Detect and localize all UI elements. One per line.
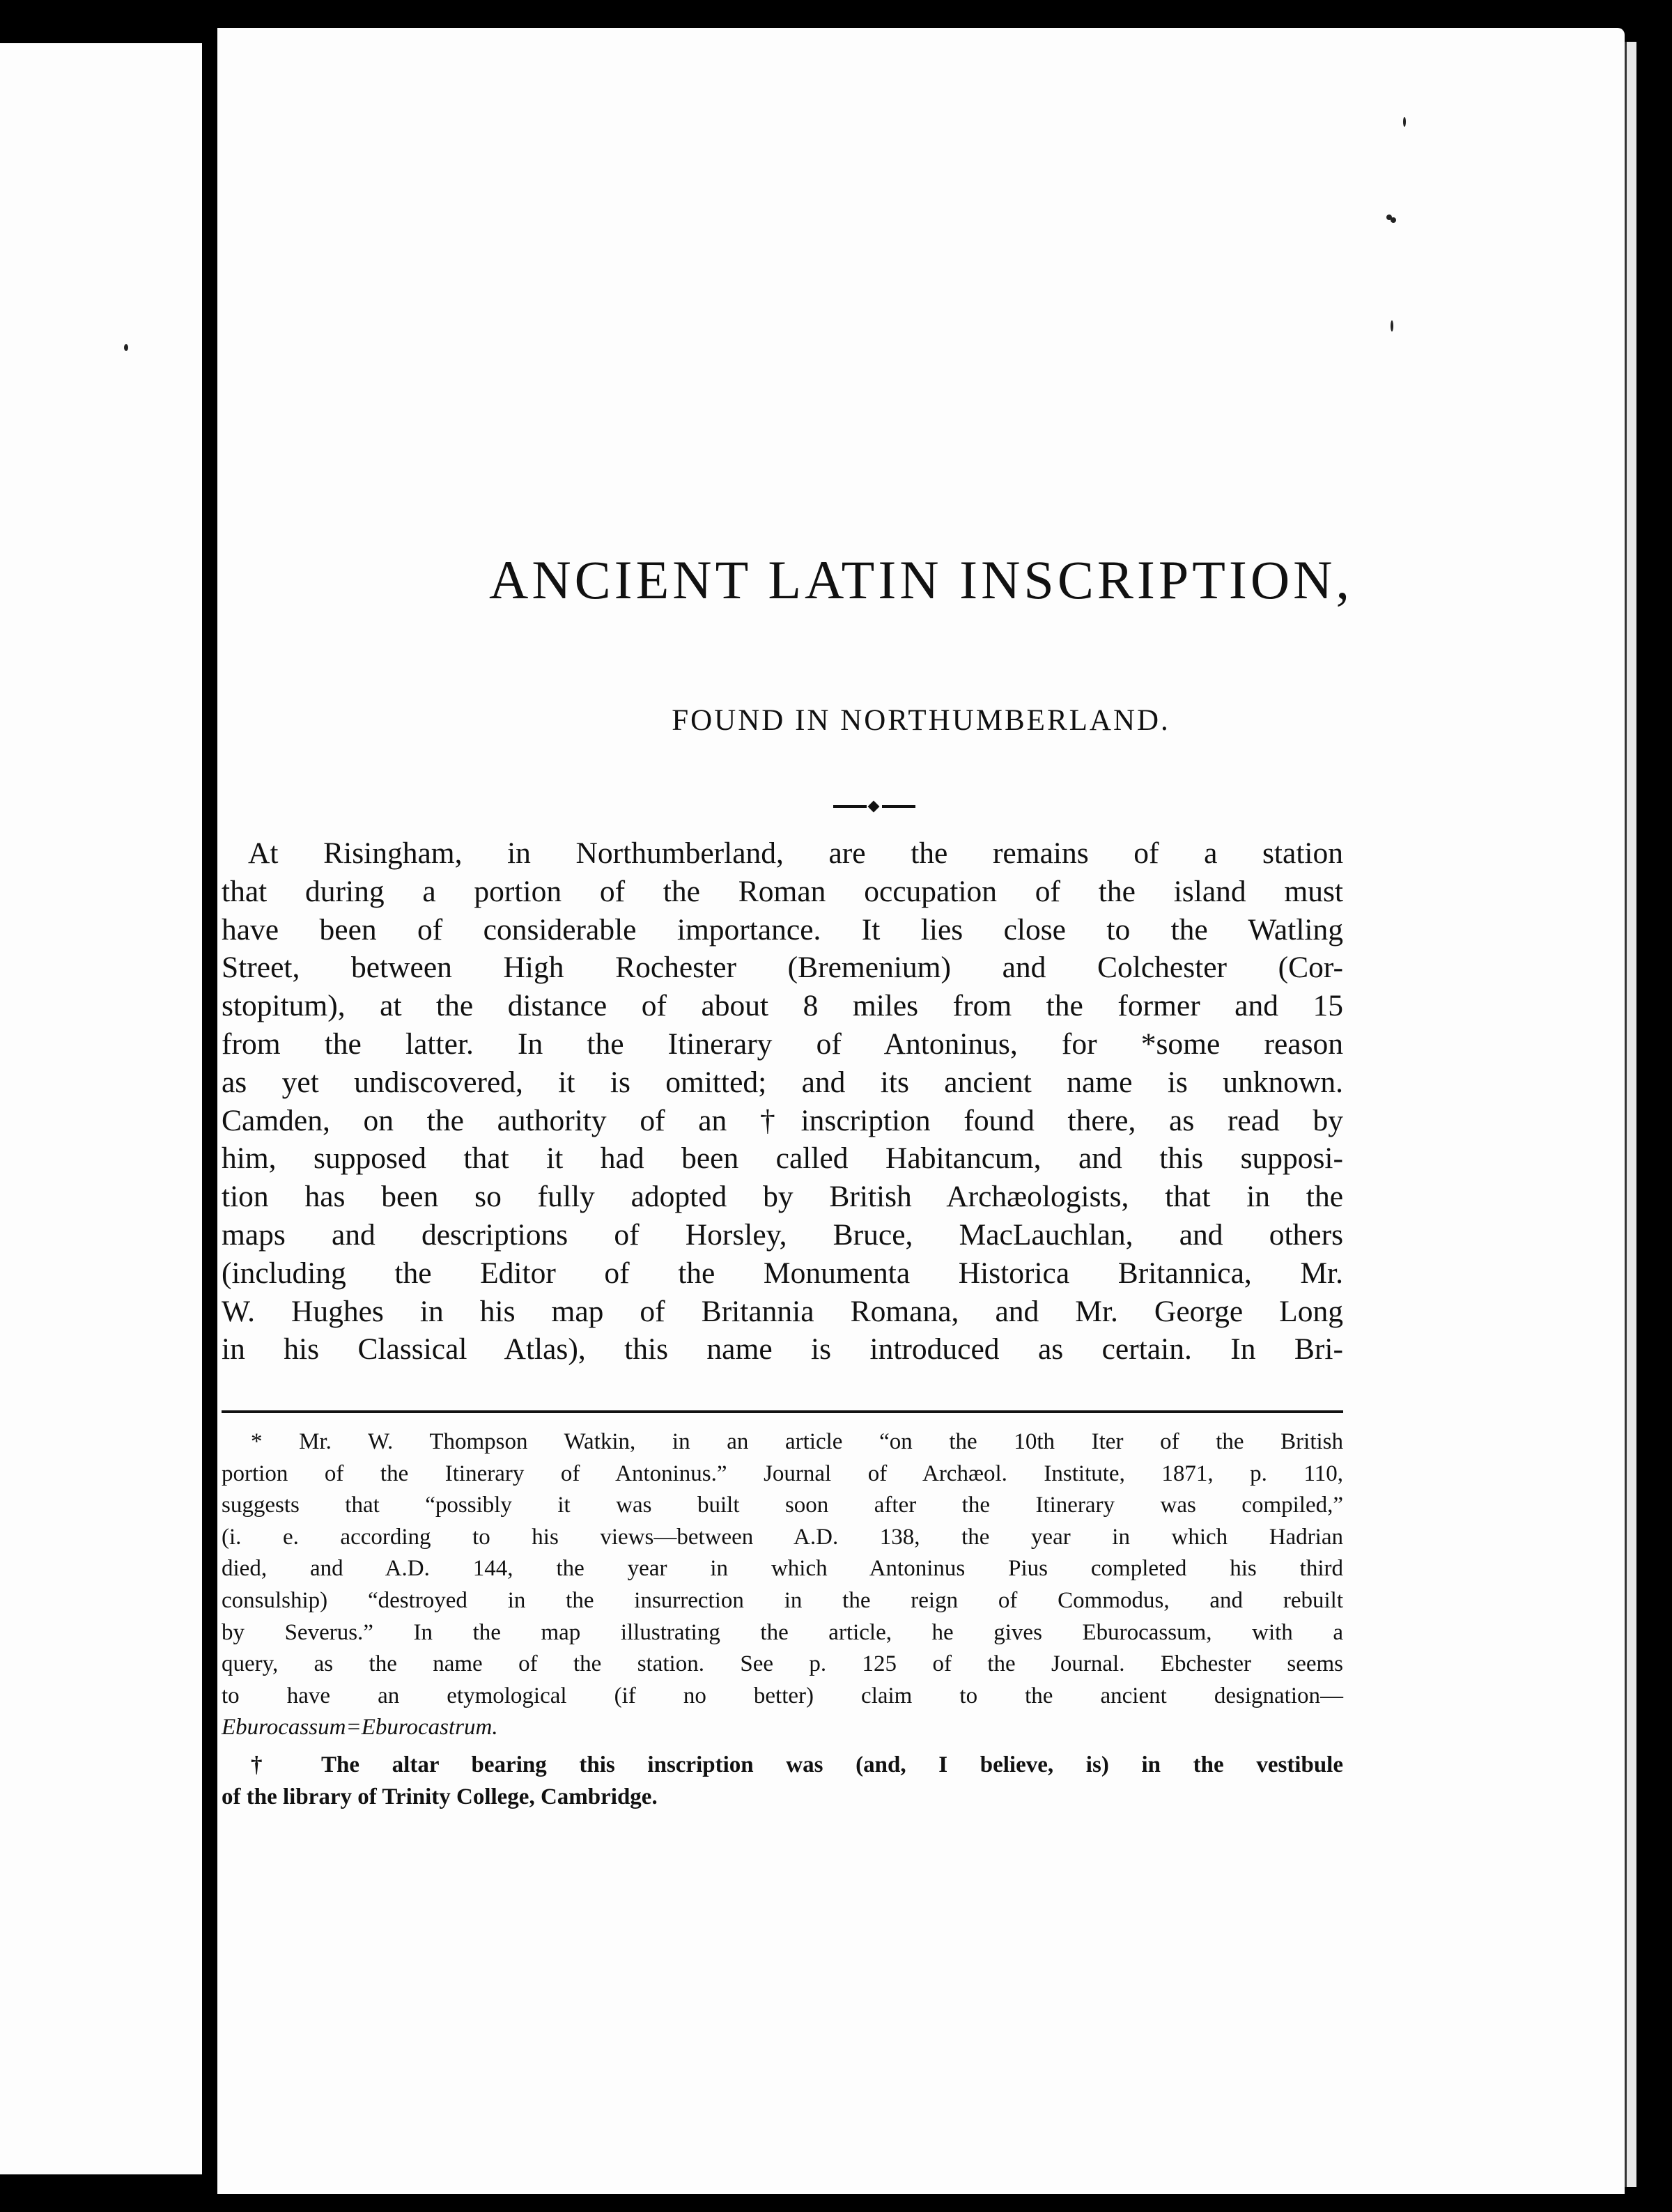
footnote-line: suggests that “possibly it was built soon after the Itinerary was compiled,” — [222, 1493, 1343, 1518]
body-line: stopitum), at the distance of about 8 miles from the former and 15 — [222, 989, 1343, 1023]
speck — [1391, 320, 1393, 332]
page-edge — [1625, 42, 1636, 2187]
footnote-line: to have an etymological (if no better) claim to the ancient designation— — [222, 1683, 1343, 1708]
body-line: him, supposed that it had been called Habitancum, and this supposi- — [222, 1142, 1343, 1176]
speck — [124, 344, 128, 351]
body-line: tion has been so fully adopted by British Archæologists, that in the — [222, 1180, 1343, 1214]
footnote-line: of the library of Trinity College, Cambridge. — [222, 1784, 658, 1809]
speck — [1391, 217, 1396, 223]
book-spine — [202, 28, 217, 2194]
footnote-rule — [222, 1410, 1343, 1413]
footnote-1 — [222, 1426, 1343, 1744]
speck — [1403, 117, 1406, 127]
body-line: Camden, on the authority of an †inscription found there, as read by — [222, 1103, 1343, 1137]
footnote-line: * Mr. W. Thompson Watkin, in an article “on the 10th Iter of the British — [251, 1429, 1343, 1454]
footnotes — [222, 1426, 1343, 1813]
body-line: Street, between High Rochester (Bremenium) and Colchester (Cor- — [222, 951, 1343, 985]
footnote-line: by Severus.” In the map illustrating the article, he gives Eburocassum, with a — [222, 1619, 1343, 1645]
body-line: W. Hughes in his map of Britannia Romana, and Mr. George Long — [222, 1294, 1343, 1328]
footnote-line: Eburocassum=Eburocastrum. — [222, 1715, 498, 1740]
footnote-line: (i. e. according to his views—between A.D. 138, the year in which Hadrian — [222, 1524, 1343, 1550]
body-line: At Risingham, in Northumberland, are the remains of a station — [248, 836, 1343, 870]
left-page — [0, 43, 202, 2174]
ornament-divider — [833, 802, 915, 811]
footnote-line: portion of the Itinerary of Antoninus.” Journal of Archæol. Institute, 1871, p. 110, — [222, 1461, 1343, 1486]
body-text — [222, 834, 1343, 1369]
footnote-line: died, and A.D. 144, the year in which Antoninus Pius completed his third — [222, 1556, 1343, 1582]
body-line: (including the Editor of the Monumenta Historica Britannica, Mr. — [222, 1256, 1343, 1290]
body-line: from the latter. In the Itinerary of Antoninus, for *some reason — [222, 1027, 1343, 1061]
body-line: that during a portion of the Roman occupation of the island must — [222, 874, 1343, 908]
footnote-line: query, as the name of the station. See p. 125 of the Journal. Ebchester seems — [222, 1651, 1343, 1677]
footnote-line: † The altar bearing this inscription was (and, I believe, is) in the vestibule — [251, 1752, 1343, 1777]
page-subtitle: FOUND IN NORTHUMBERLAND. — [672, 704, 1170, 737]
footnote-line: consulship) “destroyed in the insurrection in the reign of Commodus, and rebuilt — [222, 1587, 1343, 1613]
body-line: in his Classical Atlas), this name is introduced as certain. In Bri- — [222, 1332, 1343, 1366]
body-line: have been of considerable importance. It lies close to the Watling — [222, 912, 1343, 947]
page-title: ANCIENT LATIN INSCRIPTION, — [488, 550, 1353, 610]
body-line: maps and descriptions of Horsley, Bruce, MacLauchlan, and others — [222, 1217, 1343, 1252]
footnote-2 — [222, 1750, 1343, 1813]
body-line: as yet undiscovered, it is omitted; and its ancient name is unknown. — [222, 1065, 1343, 1099]
